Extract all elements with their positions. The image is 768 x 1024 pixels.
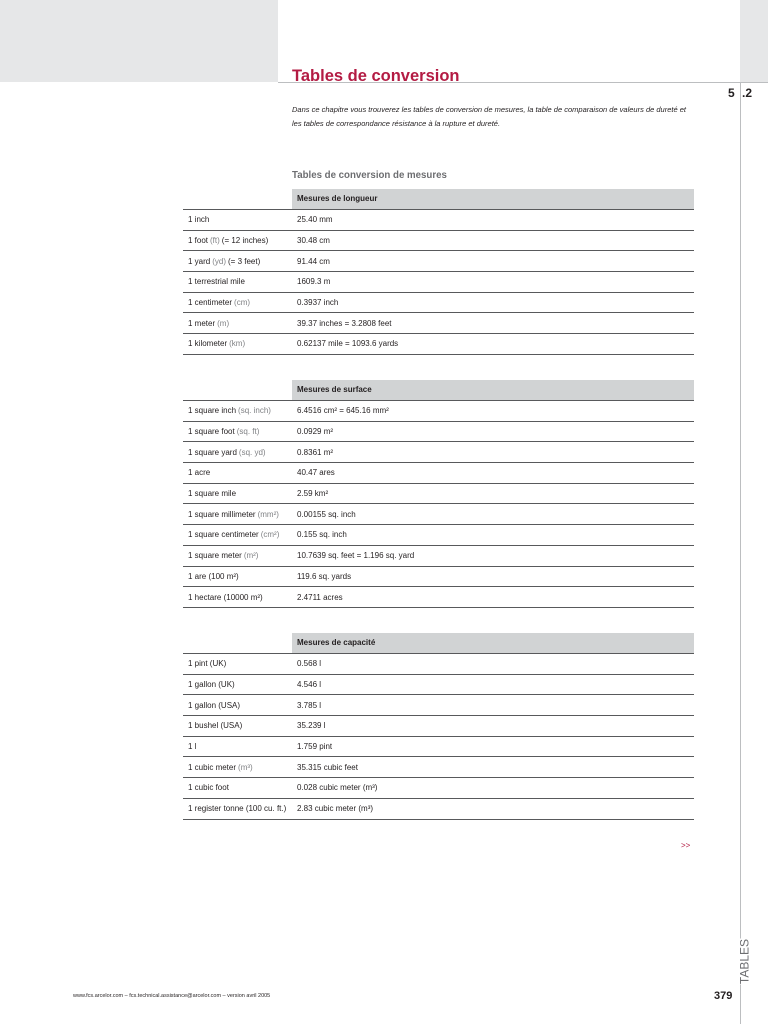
page-number: 379: [714, 990, 733, 1002]
unit-label: 1 cubic meter: [188, 762, 237, 772]
equivalent-cell: [292, 319, 694, 328]
unit-cell: [183, 468, 292, 477]
equivalent-value: 6.4516 cm² = 645.16 mm²: [297, 406, 389, 416]
unit-label: 1 square millimeter: [188, 509, 256, 519]
table-row: [183, 695, 694, 716]
unit-label: 1 register tonne (100 cu. ft.): [188, 804, 287, 814]
table-row: [183, 313, 694, 334]
equivalent-value: 10.7639 sq. feet = 1.196 sq. yard: [297, 551, 415, 561]
equivalent-cell: [292, 783, 694, 792]
header-band-left: [0, 0, 278, 82]
equivalent-value: 2.59 km²: [297, 489, 329, 499]
table-row: [183, 654, 694, 675]
equivalent-cell: [292, 298, 694, 307]
unit-abbreviation: (mm²): [257, 509, 279, 519]
length-conversion-table: [183, 189, 694, 355]
equivalent-value: 0.568 l: [297, 659, 322, 669]
unit-label: 1 acre: [188, 468, 211, 478]
unit-cell: [183, 427, 292, 436]
intro-text: [292, 103, 686, 131]
equivalent-cell: [292, 680, 694, 689]
table-row: [183, 799, 694, 820]
table-row: [183, 716, 694, 737]
unit-label: 1 square mile: [188, 489, 237, 499]
table-header: Mesures de surface: [292, 380, 694, 400]
table-header-row: [183, 380, 694, 401]
unit-cell: [183, 659, 292, 668]
equivalent-cell: [292, 339, 694, 348]
equivalent-value: 35.315 cubic feet: [297, 762, 358, 772]
unit-label: 1 cubic foot: [188, 783, 229, 793]
table-header-row: [183, 633, 694, 654]
unit-label: 1 l: [188, 742, 197, 752]
unit-cell: [183, 277, 292, 286]
equivalent-value: 2.83 cubic meter (m³): [297, 804, 374, 814]
unit-cell: [183, 783, 292, 792]
table-row: [183, 567, 694, 588]
equivalent-cell: [292, 551, 694, 560]
table-body: [183, 210, 694, 355]
unit-cell: [183, 319, 292, 328]
table-row: [183, 293, 694, 314]
unit-cell: [183, 489, 292, 498]
unit-cell: [183, 701, 292, 710]
unit-cell: [183, 339, 292, 348]
unit-note: (= 12 inches): [221, 236, 269, 246]
unit-label: 1 foot: [188, 236, 209, 246]
unit-cell: [183, 721, 292, 730]
unit-abbreviation: (m²): [243, 551, 259, 561]
unit-label: 1 pint (UK): [188, 659, 227, 669]
equivalent-cell: [292, 215, 694, 224]
unit-abbreviation: (m³): [238, 762, 253, 772]
table-body: [183, 401, 694, 608]
equivalent-value: 1609.3 m: [297, 277, 331, 287]
table-row: [183, 737, 694, 758]
unit-cell: [183, 742, 292, 751]
unit-cell: [183, 448, 292, 457]
unit-cell: [183, 257, 292, 266]
equivalent-cell: [292, 277, 694, 286]
equivalent-cell: [292, 701, 694, 710]
equivalent-value: 39.37 inches = 3.2808 feet: [297, 318, 392, 328]
equivalent-cell: [292, 804, 694, 813]
equivalent-value: 3.785 l: [297, 700, 322, 710]
table-body: [183, 654, 694, 820]
unit-cell: [183, 406, 292, 415]
equivalent-cell: [292, 257, 694, 266]
continued-marker: >>: [681, 841, 691, 850]
unit-cell: [183, 215, 292, 224]
unit-abbreviation: (m): [217, 318, 230, 328]
unit-label: 1 yard: [188, 256, 211, 266]
equivalent-value: 0.00155 sq. inch: [297, 509, 356, 519]
equivalent-cell: [292, 427, 694, 436]
equivalent-cell: [292, 593, 694, 602]
unit-label: 1 square meter: [188, 551, 242, 561]
unit-abbreviation: (ft): [210, 236, 220, 246]
unit-abbreviation: (cm²): [260, 530, 280, 540]
unit-label: 1 square inch: [188, 406, 237, 416]
table-row: [183, 757, 694, 778]
unit-cell: [183, 680, 292, 689]
equivalent-value: 2.4711 acres: [297, 592, 343, 602]
equivalent-value: 4.546 l: [297, 680, 322, 690]
unit-note: (= 3 feet): [228, 256, 261, 266]
margin-rule: [740, 82, 741, 1024]
table-header-spacer: [183, 633, 292, 653]
table-row: [183, 587, 694, 608]
unit-abbreviation: (sq. yd): [238, 447, 266, 457]
unit-cell: [183, 593, 292, 602]
equivalent-value: 0.3937 inch: [297, 298, 339, 308]
table-row: [183, 251, 694, 272]
equivalent-value: 0.028 cubic meter (m³): [297, 783, 378, 793]
equivalent-cell: [292, 236, 694, 245]
equivalent-cell: [292, 659, 694, 668]
side-tab-label: TABLES: [737, 938, 751, 985]
subsection-number: .2: [742, 86, 753, 100]
equivalent-value: 0.0929 m²: [297, 427, 334, 437]
unit-label: 1 gallon (USA): [188, 700, 241, 710]
unit-abbreviation: (cm): [234, 298, 251, 308]
unit-abbreviation: (yd): [212, 256, 227, 266]
unit-label: 1 meter: [188, 318, 216, 328]
unit-label: 1 kilometer: [188, 339, 228, 349]
section-heading: Tables de conversion de mesures: [292, 170, 447, 181]
footer-text: www.fcs.arcelor.com – fcs.technical.assistance@arcelor.com – version avril 2005: [73, 993, 271, 999]
table-row: [183, 463, 694, 484]
surface-conversion-table: [183, 380, 694, 608]
equivalent-value: 0.8361 m²: [297, 447, 334, 457]
table-header-row: [183, 189, 694, 210]
capacity-conversion-table: [183, 633, 694, 820]
equivalent-value: 25.40 mm: [297, 215, 333, 225]
unit-cell: [183, 530, 292, 539]
unit-label: 1 terrestrial mile: [188, 277, 245, 287]
equivalent-cell: [292, 721, 694, 730]
equivalent-cell: [292, 489, 694, 498]
equivalent-value: 30.48 cm: [297, 236, 330, 246]
page-title: Tables de conversion: [292, 67, 460, 85]
intro-line: Dans ce chapitre vous trouverez les tables de conversion de mesures, la table de comparaison de valeurs de dureté et: [292, 105, 686, 114]
unit-label: 1 inch: [188, 215, 210, 225]
table-row: [183, 484, 694, 505]
table-row: [183, 546, 694, 567]
table-header-spacer: [183, 189, 292, 209]
table-row: [183, 401, 694, 422]
table-row: [183, 525, 694, 546]
equivalent-value: 119.6 sq. yards: [297, 571, 352, 581]
equivalent-cell: [292, 406, 694, 415]
equivalent-cell: [292, 530, 694, 539]
unit-cell: [183, 572, 292, 581]
table-row: [183, 422, 694, 443]
unit-cell: [183, 804, 292, 813]
unit-label: 1 gallon (UK): [188, 680, 235, 690]
unit-label: 1 bushel (USA): [188, 721, 243, 731]
unit-cell: [183, 551, 292, 560]
table-header: Mesures de longueur: [292, 189, 694, 209]
unit-label: 1 are (100 m²): [188, 571, 239, 581]
unit-abbreviation: (sq. inch): [238, 406, 271, 416]
header-band-right: [740, 0, 768, 82]
equivalent-cell: [292, 468, 694, 477]
equivalent-value: 40.47 ares: [297, 468, 335, 478]
table-row: [183, 504, 694, 525]
table-row: [183, 231, 694, 252]
unit-cell: [183, 763, 292, 772]
unit-abbreviation: (sq. ft): [236, 427, 260, 437]
equivalent-cell: [292, 763, 694, 772]
equivalent-value: 1.759 pint: [297, 742, 333, 752]
unit-cell: [183, 510, 292, 519]
table-row: [183, 675, 694, 696]
unit-abbreviation: (km): [229, 339, 246, 349]
unit-cell: [183, 298, 292, 307]
table-row: [183, 210, 694, 231]
unit-label: 1 square yard: [188, 447, 237, 457]
table-row: [183, 442, 694, 463]
unit-cell: [183, 236, 292, 245]
table-row: [183, 334, 694, 355]
table-header: Mesures de capacité: [292, 633, 694, 653]
equivalent-value: 35.239 l: [297, 721, 326, 731]
equivalent-cell: [292, 742, 694, 751]
table-row: [183, 272, 694, 293]
equivalent-cell: [292, 448, 694, 457]
unit-label: 1 square centimeter: [188, 530, 259, 540]
table-header-spacer: [183, 380, 292, 400]
equivalent-value: 0.155 sq. inch: [297, 530, 347, 540]
unit-label: 1 centimeter: [188, 298, 233, 308]
equivalent-value: 91.44 cm: [297, 256, 330, 266]
intro-line: les tables de correspondance résistance à la rupture et dureté.: [292, 119, 501, 128]
equivalent-cell: [292, 510, 694, 519]
unit-label: 1 hectare (10000 m²): [188, 592, 263, 602]
chapter-number: 5: [728, 86, 735, 100]
equivalent-cell: [292, 572, 694, 581]
equivalent-value: 0.62137 mile = 1093.6 yards: [297, 339, 399, 349]
unit-label: 1 square foot: [188, 427, 235, 437]
table-row: [183, 778, 694, 799]
